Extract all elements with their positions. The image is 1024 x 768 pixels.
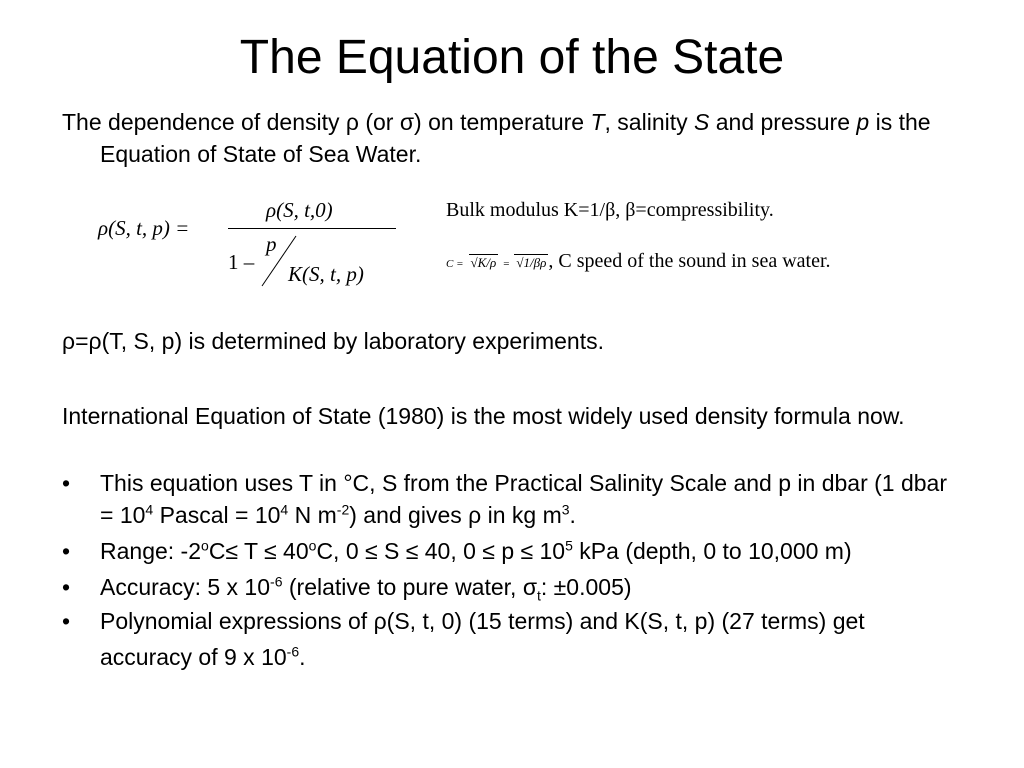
bullet-text: kPa (depth, 0 to 10,000 m): [572, 538, 852, 564]
superscript: o: [308, 537, 317, 554]
sound-formula-sqrt-k: √K/ρ: [470, 255, 497, 270]
sound-formula-c: C =: [446, 258, 464, 270]
intro-text-2: , salinity: [604, 109, 695, 135]
bullet-text: Pascal = 10: [153, 502, 281, 528]
superscript: -6: [270, 573, 283, 590]
bullet-marker: •: [62, 538, 71, 564]
bullet-units: [62, 467, 962, 531]
equation-lhs: ρ(S, t, p) =: [98, 216, 190, 240]
density-equation: [90, 192, 410, 292]
bullet-text: Accuracy: 5 x 10: [100, 574, 271, 600]
superscript: -6: [286, 643, 300, 660]
intro-paragraph: [62, 106, 1000, 170]
equation-inner-denominator: K(S, t, p): [288, 262, 364, 286]
superscript: o: [201, 537, 209, 554]
superscript: 5: [565, 537, 573, 554]
bullet-text: (relative to pure water, σ: [282, 574, 538, 600]
equation-inner-numerator: p: [266, 232, 277, 256]
bullet-text: Range: -2: [100, 538, 202, 564]
intro-text-3: and pressure: [709, 109, 857, 135]
intro-pressure-symbol: p: [856, 109, 870, 135]
bullet-text: This equation uses T in °C, S from the Practical Salinity Scale and p in dbar (1 dbar = 10: [100, 470, 948, 528]
bullet-text: : ±0.005): [540, 574, 632, 600]
superscript: 4: [280, 501, 289, 518]
sound-formula-b: 1/βρ: [523, 255, 547, 270]
equation-one-minus: 1 –: [228, 250, 255, 274]
slide-title: The Equation of the State: [239, 31, 785, 84]
intro-salinity-symbol: S: [694, 109, 710, 135]
sound-formula-equals: =: [503, 258, 510, 270]
bullet-marker: •: [62, 574, 71, 600]
bullet-text: .: [299, 644, 306, 670]
bullet-text: .: [569, 502, 576, 528]
bullet-range: [62, 535, 962, 567]
superscript: 4: [145, 501, 154, 518]
subscript: t: [537, 587, 541, 604]
intro-text-1: The dependence of density ρ (or σ) on temperature: [62, 109, 591, 135]
bullet-text: N m: [288, 502, 337, 528]
bullet-marker: •: [62, 470, 71, 496]
sound-speed-note: [446, 250, 831, 273]
bullet-text: Polynomial expressions of ρ(S, t, 0) (15 terms) and K(S, t, p) (27 terms) get accuracy of 9 x 10: [100, 608, 865, 670]
bulk-modulus-note: Bulk modulus K=1/β, β=compressibility.: [446, 199, 774, 221]
ieos-paragraph: International Equation of State (1980) is the most widely used density formula now.: [62, 403, 905, 429]
sound-formula-k: K/ρ: [477, 255, 497, 270]
bullet-text: ) and gives ρ in kg m: [349, 502, 562, 528]
bullet-list: [62, 467, 962, 679]
bullet-marker: •: [62, 608, 71, 634]
bullet-text: C≤ T ≤ 40: [208, 538, 309, 564]
sound-speed-text: , C speed of the sound in sea water.: [548, 250, 831, 272]
intro-temperature-symbol: T: [590, 109, 605, 135]
sound-formula-sqrt-b: √1/βρ: [516, 255, 547, 270]
intro-text-4: is the Equation of State of Sea Water.: [100, 109, 931, 167]
bullet-accuracy: [62, 571, 962, 603]
bullet-polynomial: [62, 603, 962, 675]
lab-paragraph: ρ=ρ(T, S, p) is determined by laboratory experiments.: [62, 328, 604, 354]
superscript: -2: [336, 501, 350, 518]
superscript: 3: [561, 501, 570, 518]
bullet-text: C, 0 ≤ S ≤ 40, 0 ≤ p ≤ 10: [316, 538, 566, 564]
equation-numerator: ρ(S, t,0): [266, 198, 333, 222]
fraction-bar: [228, 228, 396, 229]
